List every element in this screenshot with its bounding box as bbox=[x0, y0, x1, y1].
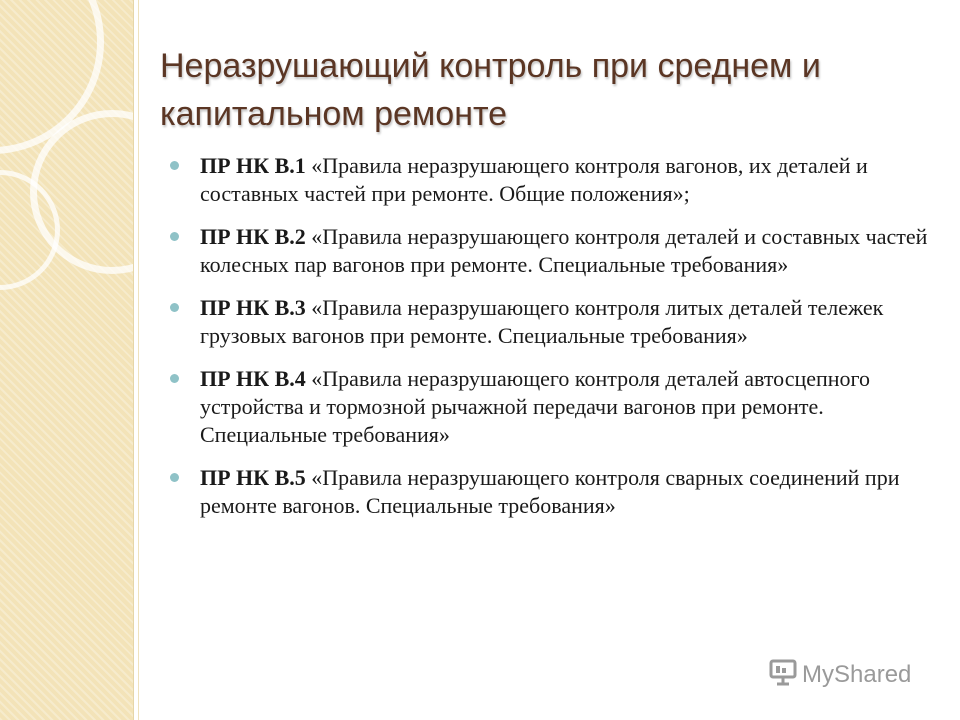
list-item bbox=[170, 152, 935, 208]
rule-code: ПР НК В.2 bbox=[200, 224, 306, 249]
myshared-watermark bbox=[768, 660, 911, 690]
bullet-icon bbox=[170, 473, 179, 482]
rule-code: ПР НК В.3 bbox=[200, 295, 306, 320]
rule-text: «Правила неразрушающего контроля вагонов, их деталей и составных частей при ремонте. Общие положения»; bbox=[200, 153, 868, 206]
list-item bbox=[170, 464, 935, 520]
rule-code: ПР НК В.4 bbox=[200, 366, 306, 391]
decorative-side-panel bbox=[0, 0, 133, 720]
rules-list bbox=[170, 152, 935, 535]
rule-text: «Правила неразрушающего контроля деталей автосцепного устройства и тормозной рычажной передачи вагонов при ремонте. Специальные требования» bbox=[200, 366, 871, 447]
bullet-icon bbox=[170, 161, 179, 170]
rule-text: «Правила неразрушающего контроля литых деталей тележек грузовых вагонов при ремонте. Специальные требования» bbox=[200, 295, 884, 348]
list-item bbox=[170, 294, 935, 350]
bullet-icon bbox=[170, 232, 179, 241]
bullet-icon bbox=[170, 303, 179, 312]
list-item bbox=[170, 365, 935, 449]
presentation-board-icon bbox=[768, 658, 802, 693]
watermark-text: MyShared bbox=[802, 661, 912, 688]
rule-text: «Правила неразрушающего контроля деталей и составных частей колесных пар вагонов при ремонте. Специальные требования» bbox=[200, 224, 928, 277]
rule-text: «Правила неразрушающего контроля сварных соединений при ремонте вагонов. Специальные требования» bbox=[200, 465, 900, 518]
rule-code: ПР НК В.5 bbox=[200, 465, 306, 490]
list-item bbox=[170, 223, 935, 279]
bullet-icon bbox=[170, 374, 179, 383]
rule-code: ПР НК В.1 bbox=[200, 153, 306, 178]
slide-title: Неразрушающий контроль при среднем и капитальном ремонте bbox=[160, 47, 821, 133]
panel-edge-line bbox=[138, 0, 139, 720]
